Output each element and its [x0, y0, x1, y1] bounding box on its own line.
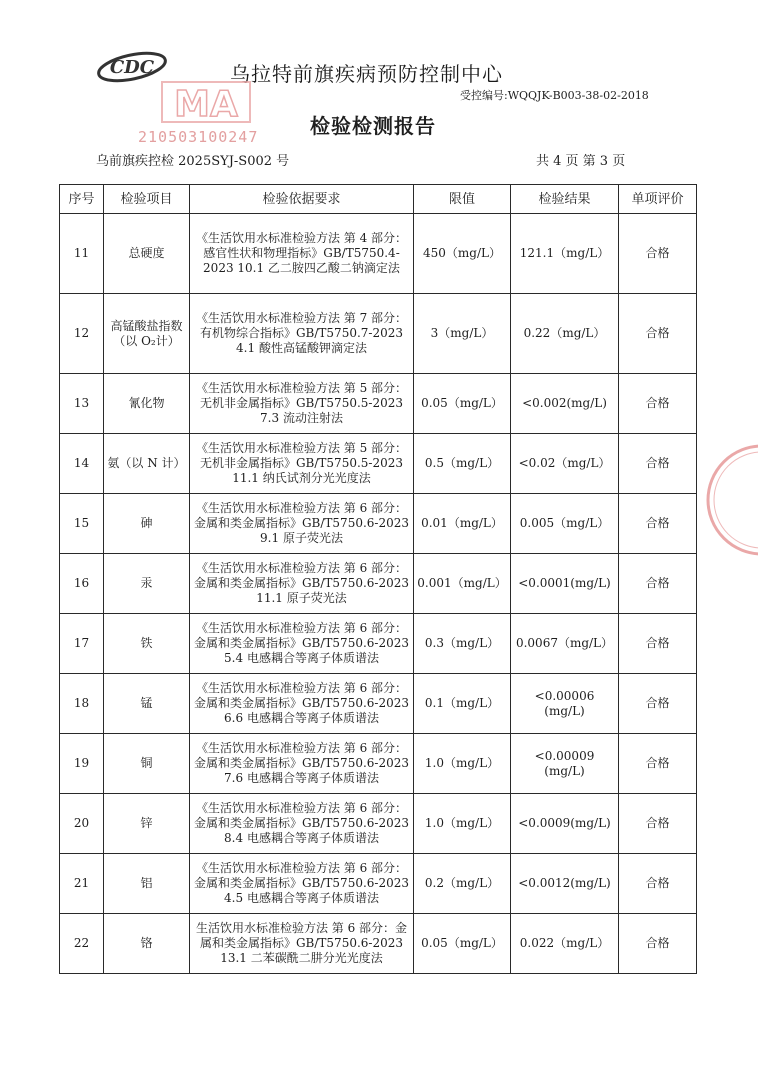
table-row: [60, 374, 697, 434]
row-eval: 合格: [619, 614, 697, 674]
row-result: <0.00009 (mg/L): [511, 734, 619, 794]
row-no: 15: [60, 494, 104, 554]
row-eval: 合格: [619, 494, 697, 554]
logo-text: CDC: [109, 57, 155, 78]
row-limit: 0.3（mg/L）: [414, 614, 511, 674]
row-no: 13: [60, 374, 104, 434]
ma-stamp-text: MA: [174, 84, 238, 125]
row-eval: 合格: [619, 854, 697, 914]
row-limit: 0.01（mg/L）: [414, 494, 511, 554]
row-limit: 1.0（mg/L）: [414, 734, 511, 794]
cdc-logo: [96, 48, 168, 86]
table-header-row: [60, 185, 697, 214]
row-limit: 450（mg/L）: [414, 214, 511, 294]
row-result: 121.1（mg/L）: [511, 214, 619, 294]
row-item: 铝: [104, 854, 190, 914]
row-item: 铁: [104, 614, 190, 674]
row-item: 铬: [104, 914, 190, 974]
row-basis: 《生活饮用水标准检验方法 第 6 部分：金属和类金属指标》GB/T5750.6-2023 4.5 电感耦合等离子体质谱法: [190, 854, 414, 914]
row-item: 氨（以 N 计）: [104, 434, 190, 494]
row-eval: 合格: [619, 434, 697, 494]
row-no: 16: [60, 554, 104, 614]
row-result: 0.22（mg/L）: [511, 294, 619, 374]
table-row: [60, 674, 697, 734]
table-row: [60, 434, 697, 494]
col-header-result: 检验结果: [511, 185, 619, 214]
row-eval: 合格: [619, 214, 697, 294]
table-row: [60, 294, 697, 374]
table-row: [60, 614, 697, 674]
row-basis: 《生活饮用水标准检验方法 第 7 部分：有机物综合指标》GB/T5750.7-2023 4.1 酸性高锰酸钾滴定法: [190, 294, 414, 374]
row-basis: 生活饮用水标准检验方法 第 6 部分：金属和类金属指标》GB/T5750.6-2023 13.1 二苯碳酰二肼分光光度法: [190, 914, 414, 974]
table-row: [60, 734, 697, 794]
row-eval: 合格: [619, 294, 697, 374]
col-header-limit: 限值: [414, 185, 511, 214]
row-basis: 《生活饮用水标准检验方法 第 6 部分：金属和类金属指标》GB/T5750.6-2023 11.1 原子荧光法: [190, 554, 414, 614]
col-header-basis: 检验依据要求: [190, 185, 414, 214]
row-basis: 《生活饮用水标准检验方法 第 5 部分：无机非金属指标》GB/T5750.5-2023 7.3 流动注射法: [190, 374, 414, 434]
row-item: 氰化物: [104, 374, 190, 434]
row-eval: 合格: [619, 734, 697, 794]
row-basis: 《生活饮用水标准检验方法 第 6 部分：金属和类金属指标》GB/T5750.6-2023 9.1 原子荧光法: [190, 494, 414, 554]
row-limit: 0.5（mg/L）: [414, 434, 511, 494]
row-result: <0.0009(mg/L): [511, 794, 619, 854]
row-item: 砷: [104, 494, 190, 554]
row-result: <0.002(mg/L): [511, 374, 619, 434]
report-number: 乌前旗疾控检 2025SYJ-S002 号: [96, 154, 290, 169]
row-no: 20: [60, 794, 104, 854]
row-limit: 3（mg/L）: [414, 294, 511, 374]
row-no: 12: [60, 294, 104, 374]
row-basis: 《生活饮用水标准检验方法 第 6 部分：金属和类金属指标》GB/T5750.6-2023 7.6 电感耦合等离子体质谱法: [190, 734, 414, 794]
row-item: 铜: [104, 734, 190, 794]
row-eval: 合格: [619, 554, 697, 614]
org-name: 乌拉特前旗疾病预防控制中心: [230, 62, 503, 86]
col-header-no: 序号: [60, 185, 104, 214]
ma-number: 210503100247: [138, 128, 259, 146]
row-basis: 《生活饮用水标准检验方法 第 5 部分：无机非金属指标》GB/T5750.5-2023 11.1 纳氏试剂分光光度法: [190, 434, 414, 494]
row-limit: 0.2（mg/L）: [414, 854, 511, 914]
official-seal: [700, 440, 758, 560]
col-header-item: 检验项目: [104, 185, 190, 214]
row-item: 高锰酸盐指数（以 O₂计）: [104, 294, 190, 374]
row-basis: 《生活饮用水标准检验方法 第 6 部分：金属和类金属指标》GB/T5750.6-2023 5.4 电感耦合等离子体质谱法: [190, 614, 414, 674]
row-limit: 0.001（mg/L）: [414, 554, 511, 614]
row-basis: 《生活饮用水标准检验方法 第 6 部分：金属和类金属指标》GB/T5750.6-2023 6.6 电感耦合等离子体质谱法: [190, 674, 414, 734]
row-basis: 《生活饮用水标准检验方法 第 6 部分：金属和类金属指标》GB/T5750.6-2023 8.4 电感耦合等离子体质谱法: [190, 794, 414, 854]
table-row: [60, 854, 697, 914]
row-basis: 《生活饮用水标准检验方法 第 4 部分：感官性状和物理指标》GB/T5750.4-2023 10.1 乙二胺四乙酸二钠滴定法: [190, 214, 414, 294]
ma-stamp: [160, 78, 252, 126]
row-result: <0.02（mg/L）: [511, 434, 619, 494]
table-row: [60, 214, 697, 294]
row-limit: 0.05（mg/L）: [414, 914, 511, 974]
row-limit: 0.05（mg/L）: [414, 374, 511, 434]
row-result: 0.005（mg/L）: [511, 494, 619, 554]
row-no: 14: [60, 434, 104, 494]
col-header-eval: 单项评价: [619, 185, 697, 214]
table-row: [60, 554, 697, 614]
row-eval: 合格: [619, 674, 697, 734]
row-result: 0.0067（mg/L）: [511, 614, 619, 674]
row-no: 11: [60, 214, 104, 294]
row-no: 19: [60, 734, 104, 794]
row-item: 汞: [104, 554, 190, 614]
row-result: <0.0012(mg/L): [511, 854, 619, 914]
control-number: 受控编号:WQQJK-B003-38-02-2018: [460, 89, 649, 102]
table-row: [60, 914, 697, 974]
results-table: [59, 184, 697, 974]
row-no: 17: [60, 614, 104, 674]
row-item: 总硬度: [104, 214, 190, 294]
row-limit: 1.0（mg/L）: [414, 794, 511, 854]
row-limit: 0.1（mg/L）: [414, 674, 511, 734]
row-result: <0.00006 (mg/L): [511, 674, 619, 734]
row-no: 18: [60, 674, 104, 734]
page-info: 共 4 页 第 3 页: [536, 154, 626, 169]
row-no: 21: [60, 854, 104, 914]
table-row: [60, 494, 697, 554]
row-eval: 合格: [619, 914, 697, 974]
row-item: 锰: [104, 674, 190, 734]
table-row: [60, 794, 697, 854]
row-no: 22: [60, 914, 104, 974]
row-eval: 合格: [619, 374, 697, 434]
row-eval: 合格: [619, 794, 697, 854]
row-result: <0.0001(mg/L): [511, 554, 619, 614]
report-title: 检验检测报告: [310, 114, 436, 138]
row-result: 0.022（mg/L）: [511, 914, 619, 974]
row-item: 锌: [104, 794, 190, 854]
